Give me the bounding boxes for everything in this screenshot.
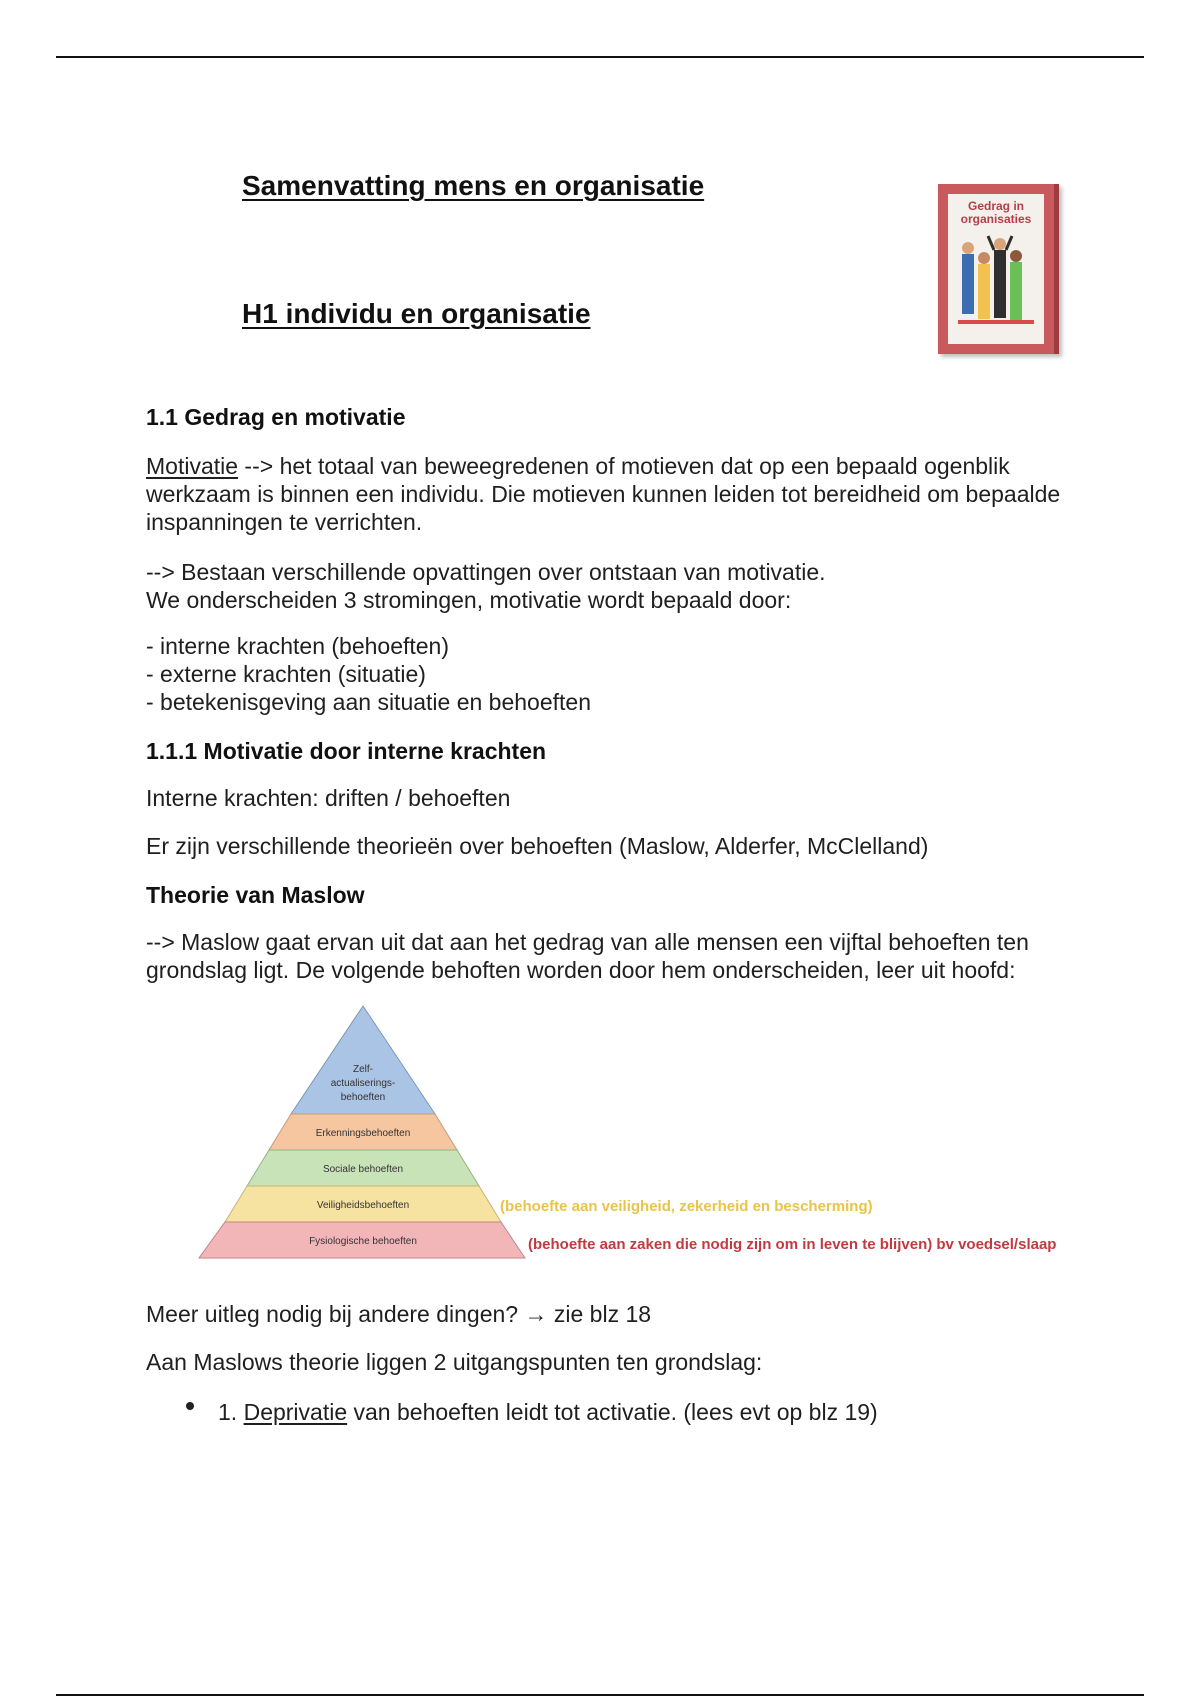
forces-list: [146, 632, 1106, 716]
pyramid-label-self-2: actualiserings-: [330, 1078, 396, 1089]
pyramid-label-social: Sociale behoeften: [322, 1164, 404, 1175]
theories-text: Er zijn verschillende theorieën over behoeften (Maslow, Alderfer, McClelland): [146, 833, 929, 859]
pyramid-label-esteem: Erkenningsbehoeften: [315, 1128, 411, 1139]
book-cover-title: Gedrag in organisaties: [960, 199, 1032, 226]
pyramid-label-safety: Veiligheidsbehoeften: [316, 1200, 410, 1211]
motivation-definition: [146, 452, 1106, 536]
maslow-heading: Theorie van Maslow: [146, 882, 365, 908]
physiological-note: (behoefte aan zaken die nodig zijn om in leven te blijven) bv voedsel/slaap: [528, 1236, 1057, 1253]
pyramid-label-physiological: Fysiologische behoeften: [309, 1236, 417, 1247]
more-info-text: Meer uitleg nodig bij andere dingen? → zie blz 18: [146, 1301, 652, 1327]
list-item: - interne krachten (behoeften): [146, 633, 450, 659]
pyramid-label-self-1: Zelf-: [353, 1064, 373, 1075]
principle-1: [218, 1398, 1098, 1426]
definition-term: Motivatie: [146, 453, 239, 479]
definition-text: --> het totaal van beweegredenen of motieven dat op een bepaald ogenblik werkzaam is binnen een individu. Die motieven kunnen leiden tot bereidheid om bepaalde inspanningen te verrichten.: [146, 453, 1061, 535]
people-illustration-icon: [958, 234, 1034, 334]
principles-intro: Aan Maslows theorie liggen 2 uitgangspunten ten grondslag:: [146, 1349, 763, 1375]
internal-forces-text: Interne krachten: driften / behoeften: [146, 785, 511, 811]
section-heading-1-1-1: 1.1.1 Motivatie door interne krachten: [146, 738, 547, 764]
bottom-rule: [56, 1694, 1144, 1696]
list-item: - externe krachten (situatie): [146, 661, 426, 687]
top-rule: [56, 56, 1144, 58]
list-item: - betekenisgeving aan situatie en behoeften: [146, 689, 591, 715]
safety-note: (behoefte aan veiligheid, zekerheid en bescherming): [500, 1198, 873, 1215]
book-cover-image: [938, 184, 1059, 354]
book-cover-inner: [948, 194, 1044, 344]
currents-line-2: We onderscheiden 3 stromingen, motivatie wordt bepaald door:: [146, 587, 792, 613]
maslow-pyramid: [190, 1000, 550, 1274]
deprivation-term: Deprivatie: [243, 1399, 348, 1425]
currents-paragraph: [146, 558, 1106, 614]
principle-number: 1.: [218, 1399, 244, 1425]
currents-line-1: --> Bestaan verschillende opvattingen over ontstaan van motivatie.: [146, 559, 826, 585]
section-heading-1-1: 1.1 Gedrag en motivatie: [146, 404, 406, 430]
bullet-icon: [186, 1402, 194, 1410]
principle-text: van behoeften leidt tot activatie. (lees evt op blz 19): [347, 1399, 878, 1425]
chapter-title: H1 individu en organisatie: [242, 298, 591, 329]
document-title: Samenvatting mens en organisatie: [242, 170, 705, 201]
pyramid-label-self-3: behoeften: [340, 1092, 386, 1103]
maslow-intro: --> Maslow gaat ervan uit dat aan het gedrag van alle mensen een vijftal behoeften ten grondslag ligt. De volgende behoften worden door hem onderscheiden, leer uit hoofd:: [146, 929, 1029, 983]
